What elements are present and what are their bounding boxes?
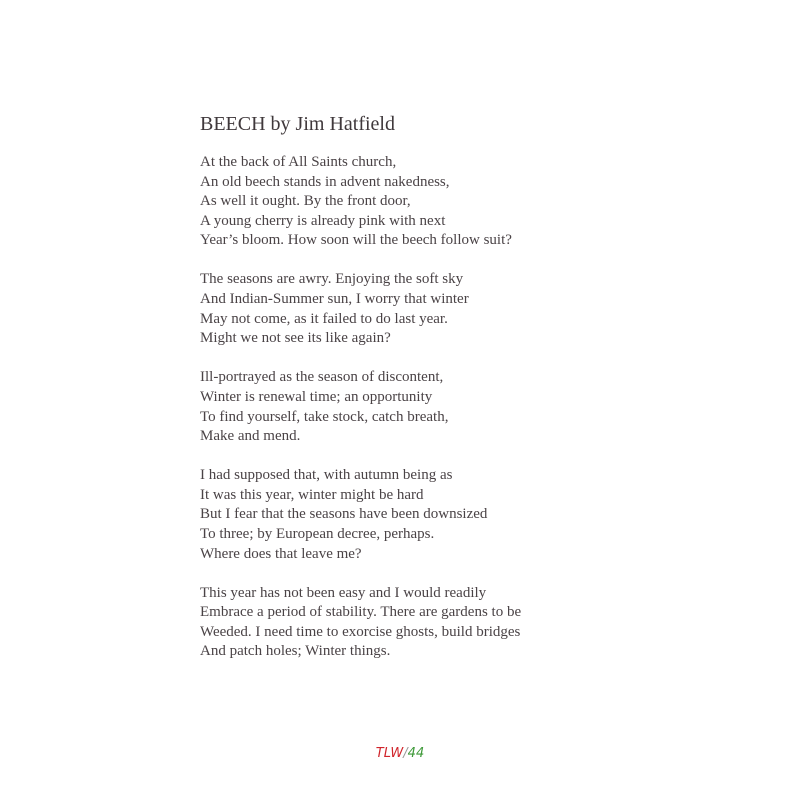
stanza-3 (200, 368, 760, 446)
poem-line: Winter is renewal time; an opportunity (200, 388, 433, 405)
poem-line: Ill-portrayed as the season of discontent, (200, 369, 444, 386)
poem-line: The seasons are awry. Enjoying the soft sky (200, 271, 464, 288)
poem-line: This year has not been easy and I would readily (200, 584, 487, 601)
poem-line: But I fear that the seasons have been downsized (200, 506, 488, 523)
page-number: 44 (407, 746, 425, 761)
poem-line: Where does that leave me? (200, 545, 362, 562)
stanza-4 (200, 466, 760, 564)
stanza-1 (200, 153, 760, 251)
poem-line: An old beech stands in advent nakedness, (200, 173, 450, 190)
poem-line: It was this year, winter might be hard (200, 486, 424, 503)
poem-line: Weeded. I need time to exorcise ghosts, build bridges (200, 623, 521, 640)
poem-line: A young cherry is already pink with next (200, 212, 446, 229)
stanza-2 (200, 270, 760, 348)
page-footer (0, 745, 800, 763)
poem-line: To find yourself, take stock, catch breath, (200, 408, 449, 425)
poem-line: Embrace a period of stability. There are gardens to be (200, 604, 522, 621)
poem-line: At the back of All Saints church, (200, 154, 397, 170)
footer-separator: / (403, 746, 408, 761)
poem-title: BEECH by Jim Hatfield (200, 113, 395, 135)
poem-line: To three; by European decree, perhaps. (200, 526, 435, 542)
footer-brand: TLW (375, 746, 404, 761)
poem-line: And Indian-Summer sun, I worry that winter (200, 291, 469, 308)
poem-line: Year’s bloom. How soon will the beech follow suit? (200, 232, 512, 249)
poem-line: Might we not see its like again? (200, 330, 391, 347)
poem-line: I had supposed that, with autumn being as (200, 467, 453, 484)
poem-line: As well it ought. By the front door, (200, 193, 411, 210)
poem-body (200, 153, 760, 682)
poem-line: And patch holes; Winter things. (200, 643, 391, 660)
poem-line: May not come, as it failed to do last year. (200, 310, 448, 327)
stanza-5 (200, 584, 760, 662)
poem-line: Make and mend. (200, 428, 301, 445)
